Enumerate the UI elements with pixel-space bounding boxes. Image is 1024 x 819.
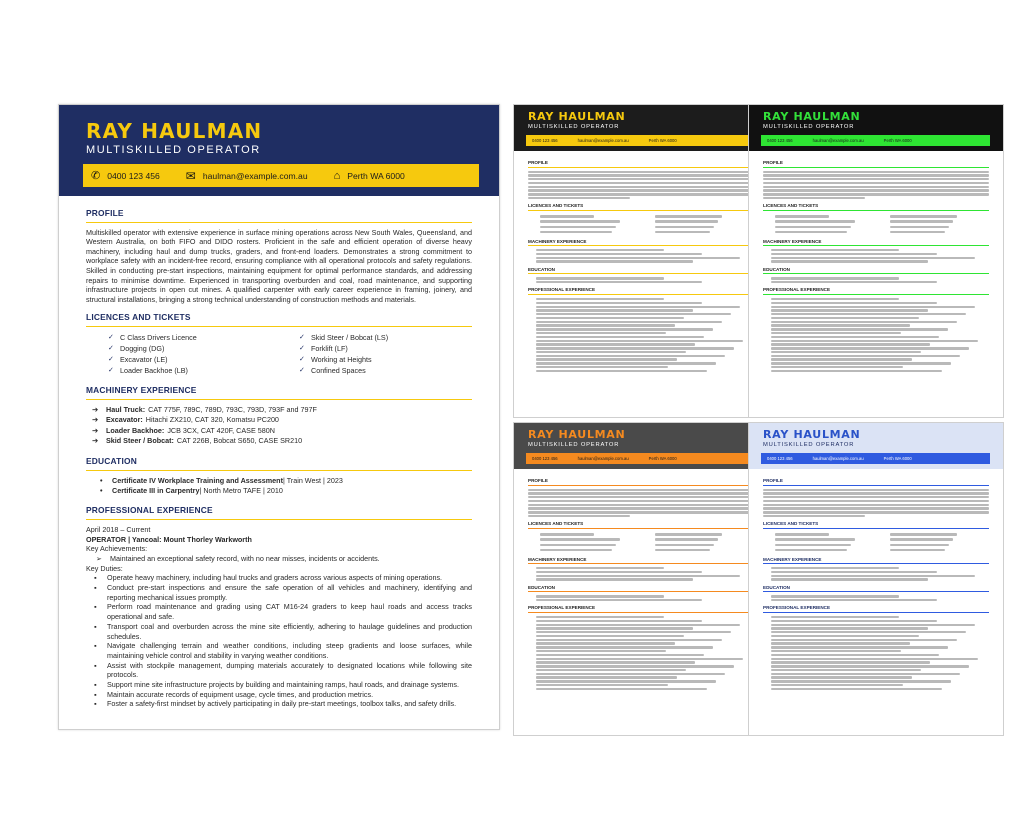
text-line [771,676,912,678]
text-line [528,489,754,491]
variant-header [749,105,1003,151]
text-line [763,193,989,195]
text-line [536,646,713,648]
text-line [771,366,903,368]
variant-section-title-education: EDUCATION [763,585,989,593]
variant-section-title-profile: PROFILE [528,478,754,486]
text-line [536,661,695,663]
pointer-icon: ➢ [96,553,103,563]
text-line [771,362,951,364]
text-line [528,496,754,498]
text-line [763,171,989,173]
variant-section-title-profile: PROFILE [528,160,754,168]
variant-section-title-machinery: MACHINERY EXPERIENCE [528,557,754,565]
text-line [771,309,928,311]
text-line [536,260,693,262]
text-line [528,193,754,195]
text-line [763,182,989,184]
text-line [771,313,966,315]
variant-header [514,423,768,469]
text-line [771,328,948,330]
check-icon: ✓ [108,366,114,374]
text-line [528,182,754,184]
resume-variant-lightblue-blue[interactable] [748,422,1004,736]
variant-contact-email: haulman@example.com.au [577,138,629,143]
text-line [771,635,919,637]
text-line [771,347,969,349]
text-line [771,324,910,326]
text-line [536,253,702,255]
text-line [775,220,855,222]
licence-item: ✓ C Class Drivers Licence [108,332,197,342]
text-line [771,658,978,660]
text-line [655,544,714,546]
resume-variant-grey-orange[interactable] [513,422,769,736]
variant-contact-location: Perth WA 6000 [648,138,677,143]
variant-section-title-education: EDUCATION [528,585,754,593]
text-line [771,260,928,262]
duty-item: ▪ Operate heavy machinery, including haul trucks and graders across various aspects of mining operations. [94,573,443,583]
text-line [890,231,945,233]
text-line [540,549,612,551]
text-line [771,571,937,573]
duty-item: ▪ Navigate challenging terrain and weather conditions, including steep gradients and loose surfaces, while maintaining vehicle control and stability in varying weather conditions. [94,641,472,660]
text-line [763,186,989,188]
text-line [763,504,989,506]
text-line [763,500,989,502]
arrow-icon: ➔ [92,404,99,414]
contact-email [186,169,308,183]
text-line [771,595,899,597]
contact-location [334,170,405,182]
text-line [771,680,951,682]
text-line [536,575,740,577]
text-line [536,257,740,259]
text-line [536,616,664,618]
text-line [775,231,847,233]
variant-licence-grid [763,532,989,553]
text-line [775,538,855,540]
machinery-item: ➔ Skid Steer / Bobcat: CAT 226B, Bobcat S650, CASE SR210 [92,436,303,446]
text-line [536,639,722,641]
text-line [771,624,975,626]
text-line [771,578,928,580]
resume-variant-black-green[interactable] [748,104,1004,418]
text-line [655,231,710,233]
variant-section-title-experience: PROFESSIONAL EXPERIENCE [763,605,989,613]
text-line [540,220,620,222]
text-line [771,599,937,601]
text-line [771,358,912,360]
variant-role: MULTISKILLED OPERATOR [763,442,855,448]
variant-section-title-machinery: MACHINERY EXPERIENCE [528,239,754,247]
section-title-education: EDUCATION [86,457,472,471]
text-line [771,567,899,569]
resume-variant-black-yellow[interactable] [513,104,769,418]
check-icon: ✓ [299,344,305,352]
variant-body [514,151,768,372]
variant-contact-bar [761,453,990,464]
text-line [528,174,754,176]
text-line [536,321,722,323]
text-line [536,332,666,334]
variant-contact-bar [761,135,990,146]
duty-item: ▪ Transport coal and overburden across the mine site efficiently, adhering to haulage guidelines and production schedules. [94,621,472,641]
text-line [536,567,664,569]
text-line [763,489,989,491]
variant-section-title-machinery: MACHINERY EXPERIENCE [763,239,989,247]
variant-contact-location: Perth WA 6000 [883,138,912,143]
variant-header [514,105,768,151]
text-line [528,189,754,191]
text-line [771,302,937,304]
text-line [763,174,989,176]
text-line [771,684,903,686]
phone-icon: ✆ [91,170,101,182]
text-line [536,658,743,660]
text-line [536,306,740,308]
arrow-icon: ➔ [92,436,99,446]
text-line [536,599,702,601]
variant-role: MULTISKILLED OPERATOR [763,124,855,130]
text-line [536,627,693,629]
variant-role: MULTISKILLED OPERATOR [528,442,620,448]
duty-item: ▪ Foster a safety-first mindset by actively participating in daily pre-start meetings, toolbox talks, and safety drills. [94,699,457,709]
variant-contact-email: haulman@example.com.au [577,456,629,461]
text-line [771,646,948,648]
text-line [771,575,975,577]
text-line [536,631,731,633]
variant-section-title-machinery: MACHINERY EXPERIENCE [763,557,989,565]
licence-item: ✓ Loader Backhoe (LB) [108,365,188,375]
duty-item: ▪ Conduct pre-start inspections and ensure the safe operation of all vehicles and machinery, identifying and reporting mechanical issues promptly. [94,582,472,602]
variant-section-title-experience: PROFESSIONAL EXPERIENCE [528,287,754,295]
variant-contact-phone: 0400 123 456 [767,138,793,143]
text-line [536,571,702,573]
text-line [775,226,851,228]
text-line [536,669,686,671]
achievements-label: Key Achievements: [86,544,148,554]
text-line [536,347,734,349]
variant-licence-grid [528,214,754,235]
text-line [528,492,754,494]
variant-section-title-education: EDUCATION [528,267,754,275]
check-icon: ✓ [108,355,114,363]
text-line [771,336,939,338]
variant-contact-bar [526,135,755,146]
contact-bar [83,164,479,187]
section-title-machinery: MACHINERY EXPERIENCE [86,386,472,400]
text-line [528,186,754,188]
licence-item: ✓ Confined Spaces [299,365,366,375]
variant-contact-location: Perth WA 6000 [648,456,677,461]
text-line [528,500,754,502]
mail-icon: ✉ [185,168,196,183]
text-line [536,281,702,283]
check-icon: ✓ [108,333,114,341]
text-line [528,197,630,199]
section-title-experience: PROFESSIONAL EXPERIENCE [86,506,472,520]
licence-item: ✓ Skid Steer / Bobcat (LS) [299,332,389,342]
text-line [536,358,677,360]
variant-section-title-experience: PROFESSIONAL EXPERIENCE [528,605,754,613]
text-line [763,496,989,498]
text-line [536,654,704,656]
text-line [655,549,710,551]
variant-section-title-profile: PROFILE [763,160,989,168]
text-line [771,370,942,372]
variant-section-title-education: EDUCATION [763,267,989,275]
text-line [536,684,668,686]
text-line [890,533,957,535]
variant-contact-phone: 0400 123 456 [767,456,793,461]
text-line [536,635,684,637]
text-line [540,226,616,228]
education-list [86,476,472,497]
text-line [771,654,939,656]
text-line [775,533,829,535]
variant-section-title-licences: LICENCES AND TICKETS [528,521,754,529]
phone-text: 0400 123 456 [107,170,160,181]
text-line [771,669,921,671]
education-item: • Certificate III in Carpentry | North Metro TAFE | 2010 [100,485,283,495]
text-line [771,257,975,259]
text-line [536,340,743,342]
text-line [540,538,620,540]
text-line [775,215,829,217]
text-line [536,355,725,357]
arrow-icon: ➔ [92,415,99,425]
variant-contact-location: Perth WA 6000 [883,456,912,461]
experience-entry [86,525,472,709]
check-icon: ✓ [299,333,305,341]
check-icon: ✓ [108,344,114,352]
home-icon: ⌂ [333,169,341,182]
variant-contact-phone: 0400 123 456 [532,138,558,143]
variant-licence-grid [763,214,989,235]
variant-name: RAY HAULMAN [763,428,861,441]
resume-body [59,196,499,709]
text-line [763,515,865,517]
variant-contact-bar [526,453,755,464]
text-line [771,281,937,283]
variant-section-title-licences: LICENCES AND TICKETS [763,521,989,529]
variant-contact-phone: 0400 123 456 [532,456,558,461]
variant-header [749,423,1003,469]
variant-role: MULTISKILLED OPERATOR [528,124,620,130]
check-icon: ✓ [299,355,305,363]
text-line [540,231,612,233]
text-line [890,538,953,540]
check-icon: ✓ [299,366,305,374]
text-line [771,627,928,629]
text-line [890,215,957,217]
text-line [536,336,704,338]
duty-item: ▪ Maintain accurate records of equipment usage, cycle times, and production metrics. [94,689,374,699]
text-line [771,661,930,663]
section-title-licences: LICENCES AND TICKETS [86,313,472,327]
variant-name: RAY HAULMAN [528,428,626,441]
resume-page-navy-yellow[interactable] [58,104,500,730]
text-line [890,549,945,551]
text-line [536,370,707,372]
text-line [771,673,960,675]
text-line [536,302,702,304]
text-line [771,642,910,644]
text-line [771,650,901,652]
text-line [536,324,675,326]
job-dates: April 2018 – Current [86,524,151,534]
duty-item: ▪ Perform road maintenance and grading using CAT M16-24 graders to keep haul roads and access tracks operational and safe. [94,602,472,622]
licence-item: ✓ Excavator (LE) [108,354,168,364]
text-line [536,366,668,368]
text-line [771,688,942,690]
text-line [771,639,957,641]
text-line [536,595,664,597]
variant-section-title-licences: LICENCES AND TICKETS [528,203,754,211]
text-line [771,355,960,357]
text-line [536,676,677,678]
text-line [536,650,666,652]
text-line [775,544,851,546]
text-line [536,328,713,330]
resume-header [59,105,499,196]
text-line [536,277,664,279]
text-line [536,620,702,622]
licence-item: ✓ Forklift (LF) [299,343,348,353]
profile-text: Multiskilled operator with extensive experience in surface mining operations across New South Wales, Queensland, and Western Australia, on both FIFO and DIDO rosters. Proficient in the safe and efficient operation of diverse heavy machinery, including haul and dump trucks, graders, and front-end loaders. Demonstrates a strong commitment to workplace safety with an incident-free record, ensuring compliance with all operational protocols and safety regulations. Skilled in conducting pre-start inspections, maintaining equipment for optimal performance standards, and addressing repairs to minimise downtime. Experienced in transporting overburden and coal, road maintenance, and supporting infrastructure projects in open cut mines. A qualified carpenter with early career experience in framing, joinery, and structural installations, bringing a strong technical understanding of construction methods and materials. [86,227,472,304]
variant-licence-grid [528,532,754,553]
variant-body [749,151,1003,372]
text-line [536,673,725,675]
text-line [540,544,616,546]
duty-item: ▪ Support mine site infrastructure projects by building and maintaining ramps, haul roads, and drainage systems. [94,680,459,690]
machinery-item: ➔ Haul Truck: CAT 775F, 789C, 789D, 793C, 793D, 793F and 797F [92,404,317,414]
text-line [528,178,754,180]
text-line [771,317,919,319]
text-line [536,578,693,580]
education-item: • Certificate IV Workplace Training and Assessment | Train West | 2023 [100,475,343,485]
text-line [890,226,949,228]
text-line [655,220,718,222]
text-line [536,688,707,690]
text-line [536,313,731,315]
variant-section-title-experience: PROFESSIONAL EXPERIENCE [763,287,989,295]
machinery-item: ➔ Loader Backhoe: JCB 3CX, CAT 420F, CASE 580N [92,425,275,435]
text-line [771,665,969,667]
text-line [890,220,953,222]
section-title-profile: PROFILE [86,209,472,223]
text-line [536,665,734,667]
contact-phone [91,169,160,182]
text-line [528,504,754,506]
text-line [771,249,899,251]
text-line [528,507,754,509]
text-line [763,511,989,513]
text-line [771,306,975,308]
text-line [655,226,714,228]
text-line [771,631,966,633]
variant-section-title-profile: PROFILE [763,478,989,486]
text-line [771,343,930,345]
text-line [771,298,899,300]
text-line [536,680,716,682]
text-line [528,171,754,173]
text-line [655,538,718,540]
text-line [528,515,630,517]
variant-name: RAY HAULMAN [528,110,626,123]
text-line [771,321,957,323]
location-text: Perth WA 6000 [347,170,405,181]
text-line [771,277,899,279]
text-line [655,533,722,535]
text-line [536,298,664,300]
text-line [536,317,684,319]
candidate-name: RAY HAULMAN [86,119,263,143]
text-line [763,507,989,509]
arrow-icon: ➔ [92,425,99,435]
licence-item: ✓ Working at Heights [299,354,372,364]
licence-item: ✓ Dogging (DG) [108,343,165,353]
text-line [536,249,664,251]
text-line [763,178,989,180]
text-line [540,533,594,535]
licences-list [86,332,472,376]
job-position: OPERATOR | Yancoal: Mount Thorley Warkworth [86,534,252,544]
text-line [536,642,675,644]
candidate-role: MULTISKILLED OPERATOR [86,144,261,156]
variant-body [749,469,1003,690]
duties-label: Key Duties: [86,563,123,573]
text-line [536,351,686,353]
variant-name: RAY HAULMAN [763,110,861,123]
text-line [771,332,901,334]
variant-contact-email: haulman@example.com.au [812,456,864,461]
text-line [655,215,722,217]
text-line [771,620,937,622]
variant-contact-email: haulman@example.com.au [812,138,864,143]
machinery-list [86,405,472,447]
variant-body [514,469,768,690]
text-line [540,215,594,217]
text-line [763,189,989,191]
text-line [536,343,695,345]
machinery-item: ➔ Excavator: Hitachi ZX210, CAT 320, Komatsu PC200 [92,415,279,425]
text-line [536,624,740,626]
text-line [771,253,937,255]
text-line [763,197,865,199]
text-line [528,511,754,513]
text-line [536,362,716,364]
text-line [771,351,921,353]
variant-section-title-licences: LICENCES AND TICKETS [763,203,989,211]
text-line [771,340,978,342]
text-line [763,492,989,494]
duty-item: ▪ Assist with stockpile management, dumping materials accurately to designated locations while following site protocols. [94,660,472,680]
email-text: haulman@example.com.au [202,170,308,181]
text-line [536,309,693,311]
text-line [771,616,899,618]
duties-list [86,573,472,709]
achievement-item: ➢ Maintained an exceptional safety record, with no near misses, incidents or accidents. [96,553,380,563]
text-line [890,544,949,546]
text-line [775,549,847,551]
